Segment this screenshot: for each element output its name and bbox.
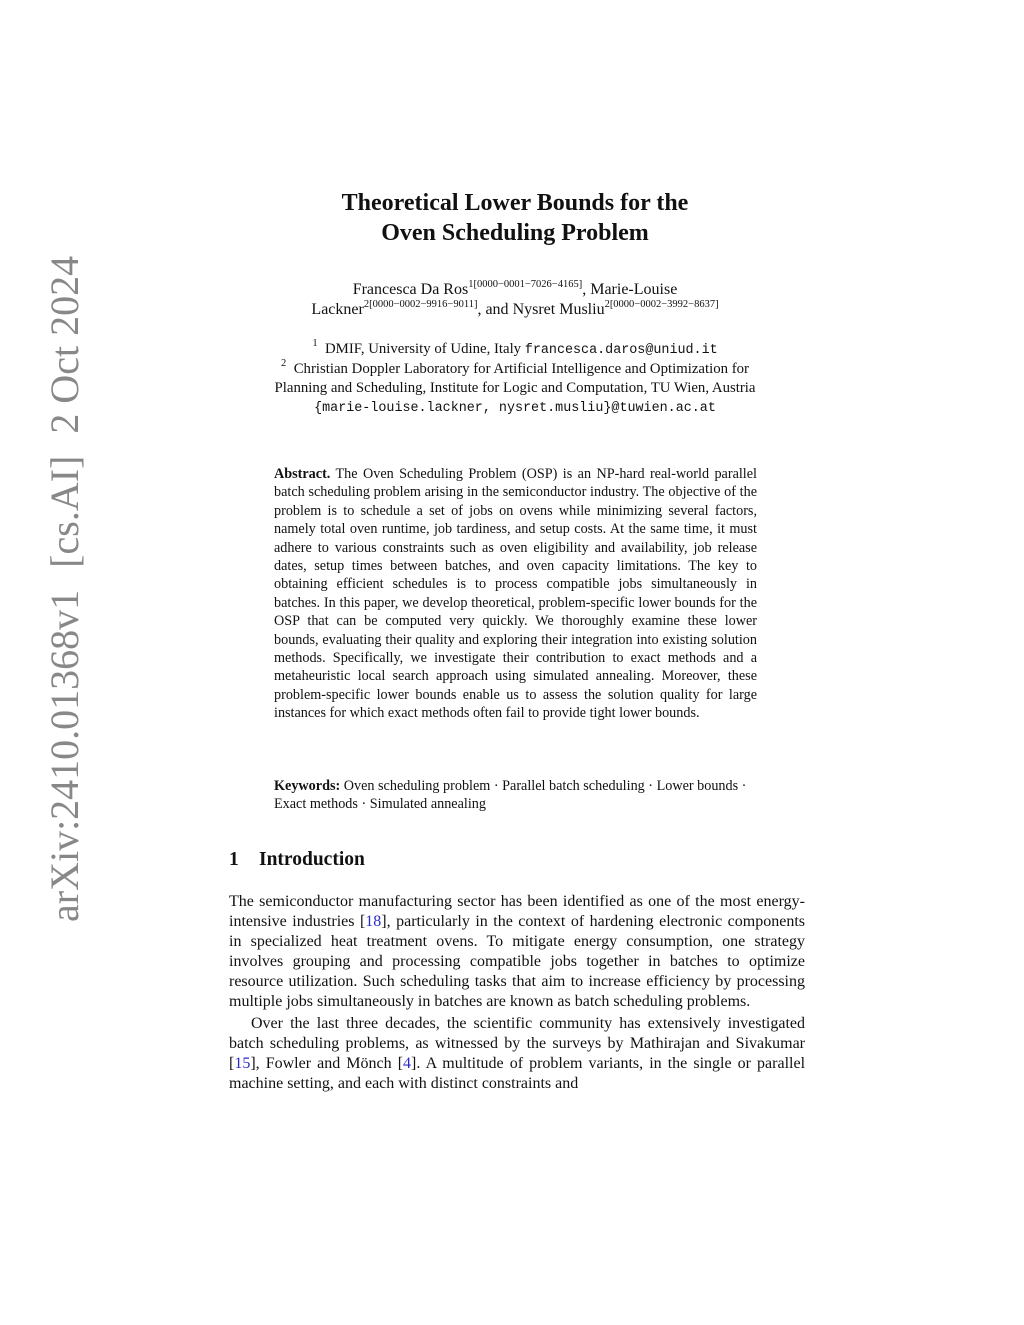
affiliation-1 — [200, 340, 830, 360]
author-2-name-part2: Lackner — [311, 301, 364, 318]
affiliation-2-email-line — [200, 398, 830, 418]
paragraph-1-rest: , particularly in the context of hardening electronic components in specialized heat treatment ovens. To mitigate energy consumption, one strategy involves grouping and processing compatible jobs together in batches to optimize resource utilization. Such scheduling tasks that aim to increase efficiency by processing multiple jobs simultaneously in batches are known as batch scheduling problems. — [229, 913, 805, 1010]
affiliation-2-line-1 — [200, 360, 830, 379]
abstract-label: Abstract. — [274, 466, 331, 482]
author-1-orcid: 1[0000−0001−7026−4165] — [468, 278, 583, 290]
paragraph-2-text-a: Over the last three decades, the scientific community has extensively investigated batch scheduling problems, as witnessed by the surveys by Mathirajan and Sivakumar — [229, 1015, 805, 1052]
keywords-label: Keywords: — [274, 778, 341, 794]
arxiv-date: 2 Oct 2024 — [41, 255, 87, 434]
title-line-2: Oven Scheduling Problem — [381, 220, 649, 246]
citation-link[interactable]: 18 — [365, 913, 382, 930]
keywords — [274, 777, 757, 814]
paragraph-2-text-b: , Fowler and Mönch — [255, 1055, 392, 1072]
section-body — [229, 892, 805, 1094]
section-title: Introduction — [259, 849, 365, 870]
abstract — [274, 465, 757, 723]
author-line-1: Francesca Da Ros$^{1[0000-0001-7026-4165]}$, Marie-Louise — [352, 278, 678, 298]
affiliation-2-line-2: Planning and Scheduling, Institute for Logic and Computation, TU Wien, Austria — [274, 380, 756, 396]
author-list — [200, 280, 830, 320]
abstract-text: The Oven Scheduling Problem (OSP) is an NP-hard real-world parallel batch scheduling problem arising in the semiconductor industry. The objective of the problem is to schedule a set of jobs on ovens while minimizing several factors, namely total oven runtime, job tardiness, and setup costs. At the same time, it must adhere to various constraints such as oven eligibility and availability, job release dates, setup times between batches, and oven capacity limitations. The key to obtaining efficient schedules is to process compatible jobs simultaneously in batches. In this paper, we develop theoretical, problem-specific lower bounds for the OSP that can be computed very quickly. We thoroughly examine these lower bounds, evaluating their quality and exploring their integration into existing solution methods. Specifically, we investigate their contribution to exact methods and a metaheuristic local search approach using simulated annealing. Moreover, these problem-specific lower bounds enable us to assess the solution quality for large instances for which exact methods often fail to provide tight lower bounds. — [274, 466, 757, 722]
arxiv-stamp — [24, 0, 104, 922]
paragraph-2: Over the last three decades, the scientific community has extensively investigated batch scheduling problems, as witnessed by the surveys by Mathirajan and Sivakumar [15], Fowler and Mönch [4]. A multitude of problem variants, in the single or parallel machine setting, and each with distinct constraints and — [229, 1015, 806, 1092]
citation-link[interactable]: 4 — [403, 1055, 412, 1072]
author-line-2 — [200, 300, 830, 320]
affiliation-2-text-1: Christian Doppler Laboratory for Artificial Intelligence and Optimization for — [293, 361, 749, 377]
paragraph-2-text-c: . A multitude of problem variants, in the single or parallel machine setting, and each with distinct constraints and — [229, 1055, 806, 1092]
author-2-name-part1: Marie-Louise — [590, 281, 678, 298]
section-number: 1 — [229, 849, 239, 870]
author-3-name: Nysret Musliu — [512, 301, 605, 318]
author-3-orcid: 2[0000−0002−3992−8637] — [604, 298, 719, 310]
paper-title — [230, 188, 800, 248]
author-2-orcid: 2[0000−0002−9916−9011] — [363, 298, 478, 310]
author-1-name: Francesca Da Ros — [352, 281, 469, 298]
affiliation-1-number: 1 — [312, 338, 318, 350]
affiliation-1-text: DMIF, University of Udine, Italy — [325, 341, 522, 357]
paragraph-1-text: The semiconductor manufacturing sector has been identified as one of the most energy-intensive industries — [229, 893, 805, 930]
arxiv-category: [cs.AI] — [41, 455, 87, 568]
title-line-1: Theoretical Lower Bounds for the — [341, 190, 689, 216]
affiliation-2-email[interactable]: {marie-louise.lackner, nysret.musliu}@tuwien.ac.at — [314, 401, 716, 416]
affiliation-1-email[interactable]: francesca.daros@uniud.it — [524, 343, 718, 358]
section-heading — [229, 849, 365, 871]
arxiv-id: arXiv:2410.01368v1 — [41, 589, 87, 922]
affiliation-2-number: 2 — [281, 358, 287, 370]
paragraph-1: The semiconductor manufacturing sector has been identified as one of the most energy-intensive industries [18], particularly in the context of hardening electronic components in specialized heat treatment ovens. To mitigate energy consumption, one strategy involves grouping and processing compatible jobs together in batches to optimize resource utilization. Such scheduling tasks that aim to increase efficiency by processing multiple jobs simultaneously in batches are known as batch scheduling problems. — [229, 893, 805, 1010]
keywords-text: Oven scheduling problem · Parallel batch scheduling · Lower bounds · Exact methods · Simulated annealing — [274, 778, 747, 813]
author-and: , and — [477, 301, 509, 318]
affiliations — [200, 340, 830, 418]
citation-link[interactable]: 15 — [234, 1055, 251, 1072]
